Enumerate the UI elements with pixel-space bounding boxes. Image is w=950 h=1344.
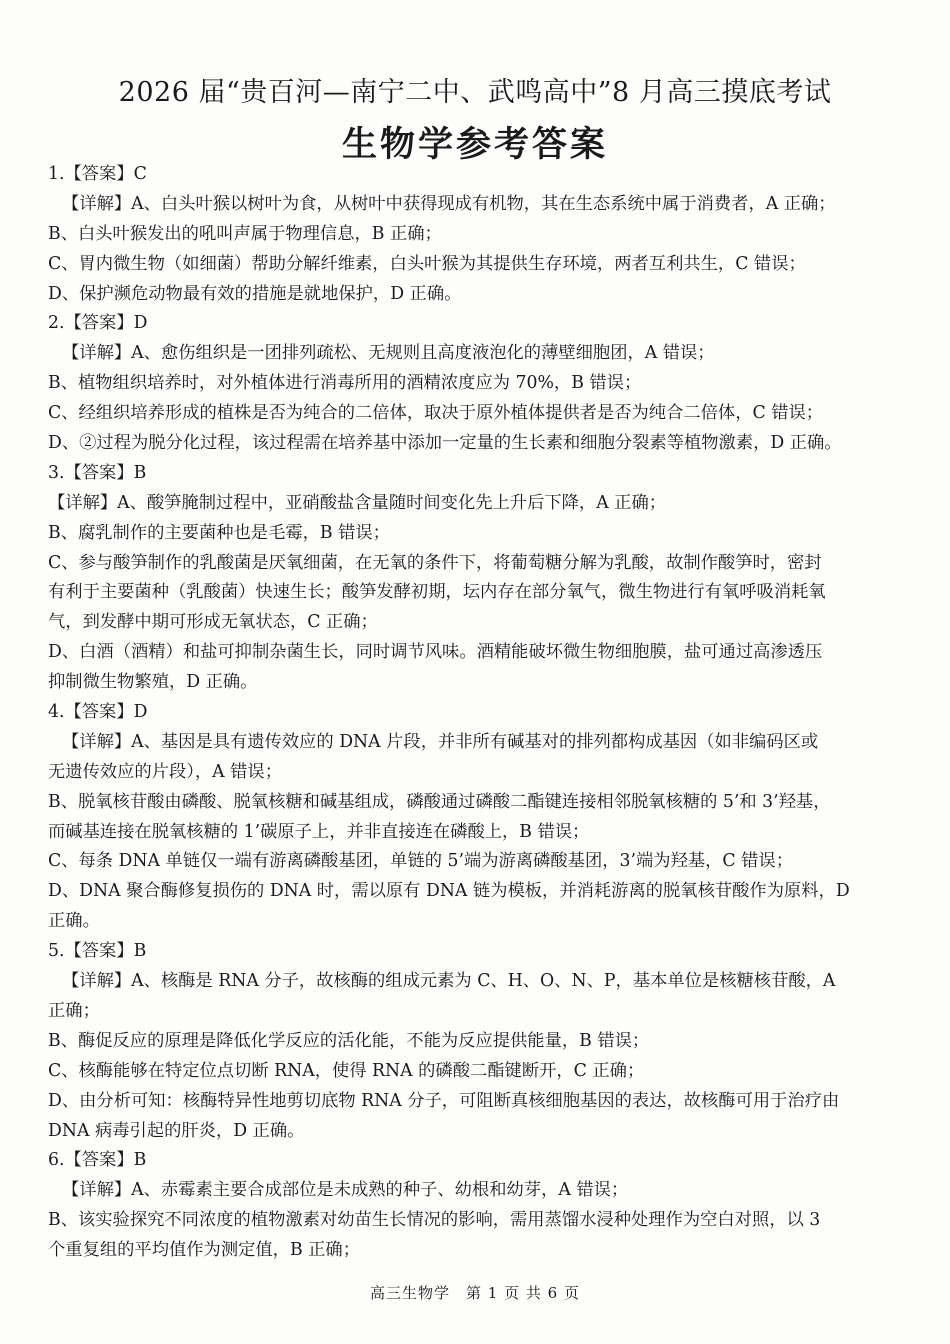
q2-explanation-a: 【详解】A、愈伤组织是一团排列疏松、无规则且高度液泡化的薄壁细胞团，A 错误； bbox=[62, 343, 715, 364]
q4-explanation-d: D、DNA 聚合酶修复损伤的 DNA 时，需以原有 DNA 链为模板，并消耗游离的脱氧核苷酸作为原料，D bbox=[48, 881, 850, 902]
q3-answer: 3.【答案】B bbox=[48, 462, 147, 483]
q3-explanation-a: 【详解】A、酸笋腌制过程中，亚硝酸盐含量随时间变化先上升后下降，A 正确； bbox=[48, 492, 667, 513]
q6-explanation-a: 【详解】A、赤霉素主要合成部位是未成熟的种子、幼根和幼芽，A 错误； bbox=[62, 1180, 629, 1201]
q1-explanation-d: D、保护濒危动物最有效的措施是就地保护，D 正确。 bbox=[48, 283, 462, 304]
q2-explanation-c: C、经组织培养形成的植株是否为纯合的二倍体，取决于原外植体提供者是否为纯合二倍体，C 错误； bbox=[48, 403, 824, 424]
q1-explanation-c: C、胃内微生物（如细菌）帮助分解纤维素，白头叶猴为其提供生存环境，两者互利共生，C 错误； bbox=[48, 253, 806, 274]
q4-explanation-d-cont: 正确。 bbox=[48, 911, 100, 932]
q5-explanation-d-cont: DNA 病毒引起的肝炎，D 正确。 bbox=[48, 1120, 305, 1141]
q3-explanation-d-cont: 抑制微生物繁殖，D 正确。 bbox=[48, 672, 258, 693]
q4-explanation-a-cont: 无遗传效应的片段），A 错误； bbox=[48, 761, 282, 782]
q5-explanation-c: C、核酶能够在特定位点切断 RNA，使得 RNA 的磷酸二酯键断开，C 正确； bbox=[48, 1060, 645, 1081]
q3-explanation-c-cont: 气，到发酵中期可形成无氧状态，C 正确； bbox=[48, 612, 378, 633]
q3-explanation-b: B、腐乳制作的主要菌种也是毛霉，B 错误； bbox=[48, 522, 390, 543]
q5-explanation-a-cont: 正确； bbox=[48, 1000, 100, 1021]
q6-explanation-b: B、该实验探究不同浓度的植物激素对幼苗生长情况的影响，需用蒸馏水浸种处理作为空白对照，以 3 bbox=[48, 1210, 821, 1231]
q1-answer: 1.【答案】C bbox=[48, 164, 147, 184]
q3-explanation-c-cont: 有利于主要菌种（乳酸菌）快速生长；酸笋发酵初期，坛内存在部分氧气，微生物进行有氧呼吸消耗氧 bbox=[48, 582, 826, 603]
q4-explanation-b: B、脱氧核苷酸由磷酸、脱氧核糖和碱基组成，磷酸通过磷酸二酯键连接相邻脱氧核糖的 5’和 3’羟基， bbox=[48, 791, 831, 812]
document-title: 生物学参考答案 bbox=[341, 125, 608, 165]
q2-explanation-d: D、②过程为脱分化过程，该过程需在培养基中添加一定量的生长素和细胞分裂素等植物激素，D 正确。 bbox=[48, 433, 842, 454]
q1-explanation-a: 【详解】A、白头叶猴以树叶为食，从树叶中获得现成有机物，其在生态系统中属于消费者，A 正确； bbox=[62, 193, 836, 214]
q1-explanation-b: B、白头叶猴发出的吼叫声属于物理信息，B 正确； bbox=[48, 223, 442, 244]
q4-explanation-c: C、每条 DNA 单链仅一端有游离磷酸基团，单链的 5’端为游离磷酸基团，3’端为羟基，C 错误； bbox=[48, 851, 793, 872]
q4-explanation-a: 【详解】A、基因是具有遗传效应的 DNA 片段，并非所有碱基对的排列都构成基因（如非编码区或 bbox=[62, 731, 819, 752]
q4-explanation-b-cont: 而碱基连接在脱氧核糖的 1’碳原子上，并非直接连在磷酸上，B 错误； bbox=[48, 821, 590, 842]
q6-explanation-b-cont: 个重复组的平均值作为测定值，B 正确； bbox=[48, 1240, 360, 1261]
q5-explanation-b: B、酶促反应的原理是降低化学反应的活化能，不能为反应提供能量，B 错误； bbox=[48, 1030, 650, 1051]
q5-answer: 5.【答案】B bbox=[48, 941, 147, 962]
q6-answer: 6.【答案】B bbox=[48, 1150, 147, 1171]
q5-explanation-a: 【详解】A、核酶是 RNA 分子，故核酶的组成元素为 C、H、O、N、P，基本单位是核糖核苷酸，A bbox=[62, 971, 836, 992]
q5-explanation-d: D、由分析可知：核酶特异性地剪切底物 RNA 分子，可阻断真核细胞基因的表达，故核酶可用于治疗由 bbox=[48, 1090, 840, 1111]
answer-content bbox=[48, 160, 908, 1266]
q2-answer: 2.【答案】D bbox=[48, 313, 148, 334]
q4-answer: 4.【答案】D bbox=[48, 702, 148, 723]
q3-explanation-d: D、白酒（酒精）和盐可抑制杂菌生长，同时调节风味。酒精能破坏微生物细胞膜，盐可通过高渗透压 bbox=[48, 642, 823, 663]
exam-title: 2026 届“贵百河—南宁二中、武鸣高中”8 月高三摸底考试 bbox=[118, 77, 832, 108]
q3-explanation-c: C、参与酸笋制作的乳酸菌是厌氧细菌，在无氧的条件下，将葡萄糖分解为乳酸，故制作酸笋时，密封 bbox=[48, 552, 822, 573]
q2-explanation-b: B、植物组织培养时，对外植体进行消毒所用的酒精浓度应为 70%，B 错误； bbox=[48, 373, 642, 394]
page-footer: 高三生物学 第 1 页 共 6 页 bbox=[370, 1284, 580, 1302]
